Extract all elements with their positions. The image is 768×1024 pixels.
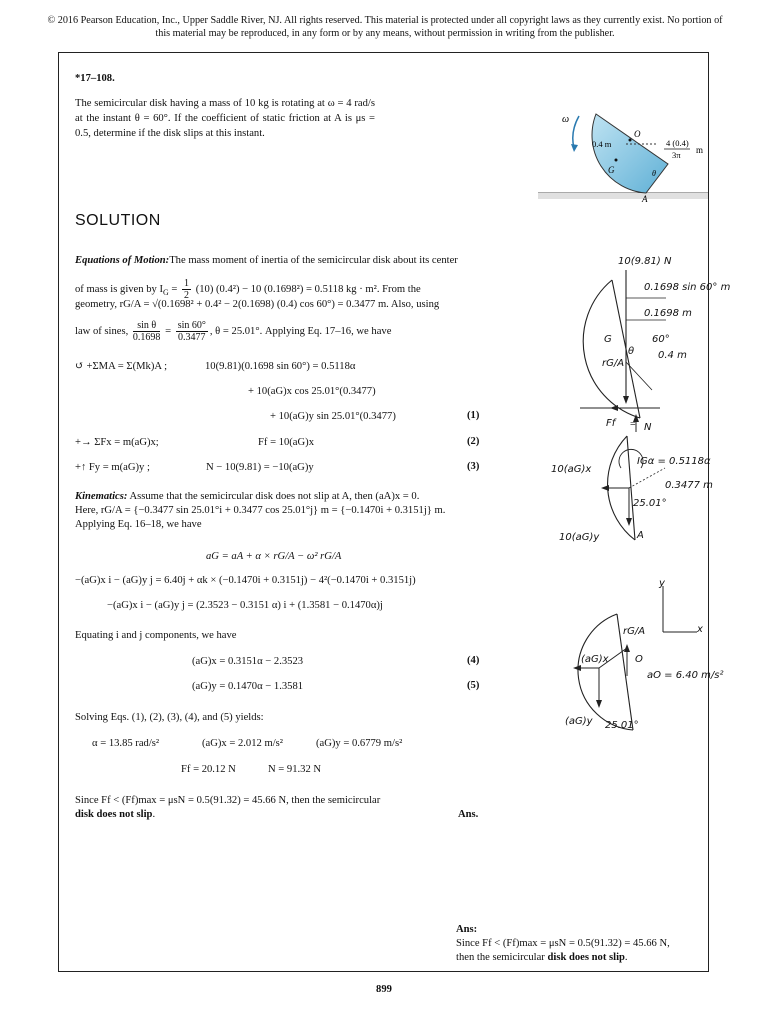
fbd-G: G (604, 334, 612, 345)
result-n: N = 91.32 N (268, 764, 322, 775)
kin-O: O (635, 654, 643, 665)
kin-eq-1: aG = aA + α × rG/A − ω² rG/A (206, 551, 342, 562)
fx-label: +→ ΣFx = m(aG)x; (75, 437, 159, 448)
answer-line-2: then the semicircular disk does not slip. (456, 952, 628, 963)
label-O: O (634, 129, 641, 139)
eq-number-1: (1) (467, 410, 480, 421)
eom-line-1: Equations of Motion:The mass moment of inertia of the semicircular disk about its center (75, 255, 458, 266)
kin-eq-3: −(aG)x i − (aG)y j = (2.3523 − 0.3151 α) i + (1.3581 − 0.1470α)j (107, 600, 383, 611)
fbd-theta: θ (628, 346, 635, 357)
eq-number-4: (4) (467, 655, 480, 666)
kinetic-diagram (545, 428, 713, 548)
fbd-weight: 10(9.81) N (618, 256, 672, 267)
kin-eq-2: −(aG)x i − (aG)y j = 6.40j + αk × (−0.1470i + 0.3151j) − 4²(−0.1470i + 0.3151j) (75, 575, 416, 586)
eq4-text: (aG)x = 0.3151α − 2.3523 (192, 656, 304, 667)
fbd-d1: 0.1698 m (644, 308, 692, 319)
answer-label: Ans: (456, 924, 478, 935)
kd-inertia: IGα = 0.5118α (637, 456, 711, 467)
result-agx: (aG)x = 2.012 m/s² (202, 738, 283, 749)
conclusion-line: disk does not slip. (75, 809, 156, 820)
fy-label: +↑ Fy = m(aG)y ; (75, 462, 150, 473)
kd-ang: 25.01° (633, 498, 667, 509)
kd-agy: 10(aG)y (559, 532, 600, 543)
moment-label: ↺ +ΣMA = Σ(Mk)A ; (75, 361, 168, 372)
moment-eq-3: + 10(aG)y sin 25.01°(0.3477) (270, 411, 396, 422)
result-alpha: α = 13.85 rad/s² (92, 738, 160, 749)
eom-line-3: geometry, rG/A = √(0.1698² + 0.4² − 2(0.1698) (0.4) cos 60°) = 0.3477 m. Also, using (75, 299, 440, 310)
equating-text: Equating i and j components, we have (75, 630, 237, 641)
kinematic-diagram (555, 576, 724, 736)
fbd-ff: Ff (606, 418, 616, 429)
solving-text: Solving Eqs. (1), (2), (3), (4), and (5) yields: (75, 712, 264, 723)
label-G: G (608, 165, 615, 175)
fbd-equals: = (630, 419, 636, 430)
kd-dist: 0.3477 m (665, 480, 713, 491)
since-line: Since Ff < (Ff)max = μsN = 0.5(91.32) = 45.66 N, then the semicircular (75, 795, 381, 806)
eq-number-2: (2) (467, 436, 480, 447)
eq-number-5: (5) (467, 680, 480, 691)
fbd-r: 0.4 m (658, 350, 687, 361)
result-agy: (aG)y = 0.6779 m/s² (316, 738, 403, 749)
omega-label: ω (562, 114, 570, 125)
kd-agx: 10(aG)x (551, 464, 592, 475)
problem-statement: The semicircular disk having a mass of 10 kg is rotating at ω = 4 rad/s at the instant θ = 60°. If the coefficient of static friction at A is μs = 0.5, determine if the disk slips at this instant. (75, 98, 375, 139)
moment-eq-1: 10(9.81)(0.1698 sin 60°) = 0.5118α (205, 361, 356, 372)
eq-number-3: (3) (467, 461, 480, 472)
eq5-text: (aG)y = 0.1470α − 1.3581 (192, 681, 304, 692)
result-ff: Ff = 20.12 N (181, 764, 236, 775)
label-A: A (642, 194, 648, 204)
omega-arrow (573, 116, 579, 148)
fy-eq: N − 10(9.81) = −10(aG)y (206, 462, 314, 473)
kin-agx: (aG)x (581, 654, 609, 665)
ans-tag: Ans. (458, 809, 479, 820)
copyright-notice: © 2016 Pearson Education, Inc., Upper Saddle River, NJ. All rights reserved. This material is protected under all copyright laws as they currently exist. No portion of this material may be reproduced, in any form or by any means, without permission in writing from the publisher. (47, 15, 723, 39)
ground-hatch (538, 193, 708, 199)
offset-num: 4 (0.4) (666, 138, 689, 148)
fx-eq: Ff = 10(aG)x (258, 437, 314, 448)
eom-line-4: law of sines, $\frac{\text{sin θ}}{0.1698}$ = $\frac{\sin 60^\circ}{0.3477}$ , θ = 25.01°. Applying Eq. 17–16, we have (75, 320, 392, 343)
fbd-sin: 0.1698 sin 60° m (644, 282, 731, 293)
kin-agy: (aG)y (565, 716, 593, 727)
kin-y: y (659, 578, 665, 589)
kin-x: x (697, 624, 703, 635)
page-number: 899 (376, 984, 392, 995)
kin-line-1: Kinematics: Assume that the semicircular disk does not slip at A, then (aA)x = 0. (75, 491, 420, 502)
offset-den: 3π (672, 150, 681, 160)
kin-line-2: Here, rG/A = {−0.3477 sin 25.01°i + 0.3477 cos 25.01°j} m = {−0.1470i + 0.3151j} m. (75, 505, 446, 516)
fbd-ang: 60° (652, 334, 670, 345)
semicircular-disk (592, 114, 668, 193)
kin-ao: aO = 6.40 m/s² (647, 670, 724, 681)
problem-number: *17–108. (75, 73, 115, 84)
fbd-rga: rG/A (602, 358, 625, 369)
fbd-n: N (644, 422, 652, 433)
eom-line-2: of mass is given by $I_G$ = $\frac{1}{2}$ (10) (0.4²) − 10 (0.1698²) = 0.5118 kg · m². From the (75, 278, 421, 301)
kin-ang: 25.01° (605, 720, 639, 731)
free-body-diagram (540, 250, 731, 433)
unit-m: m (696, 145, 704, 155)
moment-eq-2: + 10(aG)x cos 25.01°(0.3477) (248, 386, 376, 397)
label-theta: θ (652, 169, 656, 178)
problem-figure (530, 92, 710, 204)
kin-rga: rG/A (623, 626, 646, 637)
solution-heading: SOLUTION (75, 212, 161, 229)
radius-label: 0.4 m (592, 139, 612, 149)
answer-line-1: Since Ff < (Ff)max = μsN = 0.5(91.32) = 45.66 N, (456, 938, 670, 949)
kd-A: A (637, 530, 644, 541)
kin-line-3: Applying Eq. 16–18, we have (75, 519, 202, 530)
